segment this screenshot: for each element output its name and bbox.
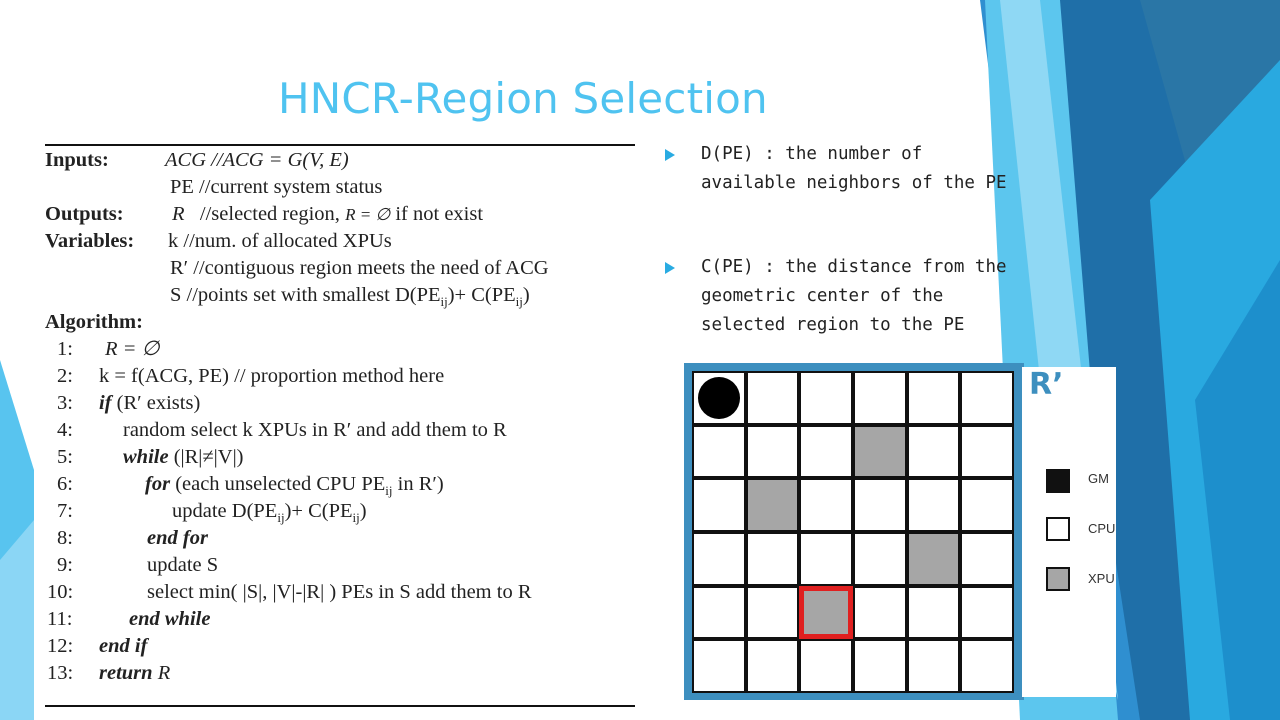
pe-cell-cpu bbox=[799, 478, 853, 532]
var-s-plus: )+ C(PE bbox=[447, 284, 516, 306]
slide-title: HNCR-Region Selection bbox=[278, 74, 768, 123]
line-9-text: update S bbox=[147, 554, 219, 576]
bullet-marker-icon bbox=[665, 262, 675, 274]
pe-cell-cpu bbox=[853, 532, 907, 586]
var-s bbox=[170, 283, 530, 314]
pe-cell-cpu bbox=[746, 586, 800, 640]
output-tail: if not exist bbox=[395, 203, 484, 225]
bullet-marker-icon bbox=[665, 149, 675, 161]
gm-swatch-icon bbox=[1046, 469, 1070, 493]
pe-cell-cpu bbox=[692, 425, 746, 479]
line-2-num: 2: bbox=[57, 365, 73, 387]
line-7-plus: )+ C(PE bbox=[284, 500, 353, 522]
pe-cell-cpu bbox=[746, 371, 800, 425]
output-line bbox=[172, 202, 483, 227]
pe-cell-cpu bbox=[799, 371, 853, 425]
gm-node-icon bbox=[698, 377, 740, 419]
pe-cell-cpu bbox=[692, 478, 746, 532]
bullet-cpe-text: C(PE) : the distance from the geometric center of the selected region to the PE bbox=[701, 257, 1007, 335]
legend-cpu-label: CPU bbox=[1088, 521, 1116, 536]
line-6-tail: in R′) bbox=[392, 473, 444, 495]
var-s-close: ) bbox=[522, 284, 530, 306]
legend bbox=[1022, 367, 1116, 697]
pe-cell-cpu bbox=[853, 586, 907, 640]
line-13-num: 13: bbox=[47, 662, 74, 684]
pe-cell-cpu bbox=[853, 639, 907, 693]
line-13-text: R bbox=[157, 662, 171, 684]
input-acg bbox=[165, 148, 349, 172]
pe-cell-cpu bbox=[907, 586, 961, 640]
pe-cell-cpu bbox=[799, 532, 853, 586]
legend-xpu-label: XPU bbox=[1088, 571, 1115, 586]
line-5-text: (|R|≠|V|) bbox=[173, 446, 244, 468]
line-3-text: (R′ exists) bbox=[116, 392, 201, 414]
pe-cell-cpu bbox=[692, 639, 746, 693]
pe-cell-xpu bbox=[746, 478, 800, 532]
bullet-dpe-text: D(PE) : the number of available neighbors of the PE bbox=[701, 144, 1007, 193]
pe-cell-cpu bbox=[960, 532, 1014, 586]
line-8-num: 8: bbox=[57, 527, 73, 549]
line-7-text: update D(PE bbox=[172, 500, 278, 522]
line-1-num: 1: bbox=[57, 338, 73, 360]
variables-label: Variables: bbox=[45, 230, 135, 252]
line-13 bbox=[99, 661, 170, 685]
bullet-cpe bbox=[665, 253, 1025, 340]
pe-cell-cpu bbox=[907, 478, 961, 532]
line-6-kw: for bbox=[145, 473, 171, 495]
line-5-num: 5: bbox=[57, 446, 73, 468]
input-acg-text: ACG //ACG = G(V, E) bbox=[165, 149, 349, 171]
pe-grid-panel bbox=[684, 363, 1024, 700]
line-12-num: 12: bbox=[47, 635, 74, 657]
pe-cell-cpu bbox=[692, 532, 746, 586]
line-4-num: 4: bbox=[57, 419, 73, 441]
line-7-num: 7: bbox=[57, 500, 73, 522]
pe-cell-cpu bbox=[907, 639, 961, 693]
pe-cell-cpu bbox=[907, 371, 961, 425]
xpu-swatch-icon bbox=[1046, 567, 1070, 591]
var-s-sub2: ij bbox=[515, 294, 523, 310]
line-12-kw: end if bbox=[99, 635, 148, 657]
line-11-kw: end while bbox=[129, 608, 211, 630]
line-6-text: (each unselected CPU PE bbox=[175, 473, 386, 495]
line-3 bbox=[99, 391, 200, 415]
cpu-swatch-icon bbox=[1046, 517, 1070, 541]
bullet-dpe bbox=[665, 140, 1025, 198]
line-6-sub: ij bbox=[385, 483, 393, 499]
algorithm-box bbox=[35, 140, 635, 718]
inputs-label: Inputs: bbox=[45, 149, 109, 171]
pe-cell-cpu bbox=[692, 586, 746, 640]
algorithm-bottom-rule bbox=[45, 705, 635, 707]
outputs-label: Outputs: bbox=[45, 203, 124, 225]
pe-cell-cpu bbox=[746, 639, 800, 693]
line-5-kw: while bbox=[123, 446, 169, 468]
line-5 bbox=[123, 445, 244, 469]
pe-cell-cpu bbox=[799, 639, 853, 693]
pe-cell-cpu bbox=[907, 425, 961, 479]
var-s-text: S //points set with smallest D(PE bbox=[170, 284, 441, 306]
pe-cell-gm bbox=[692, 371, 746, 425]
input-pe bbox=[170, 175, 382, 199]
line-10-num: 10: bbox=[47, 581, 74, 603]
pe-cell-cpu bbox=[960, 478, 1014, 532]
line-1-text: R = ∅ bbox=[105, 338, 160, 360]
pe-cell-cpu bbox=[799, 425, 853, 479]
line-7-sub1: ij bbox=[277, 510, 285, 526]
var-s-sub1: ij bbox=[440, 294, 448, 310]
line-9-num: 9: bbox=[57, 554, 73, 576]
pe-cell-cpu bbox=[960, 425, 1014, 479]
input-pe-text: PE //current system status bbox=[170, 176, 383, 198]
line-6-num: 6: bbox=[57, 473, 73, 495]
line-3-num: 3: bbox=[57, 392, 73, 414]
pe-cell-cpu bbox=[853, 371, 907, 425]
pe-cell-cpu bbox=[853, 478, 907, 532]
pe-cell-cpu bbox=[960, 371, 1014, 425]
legend-gm-label: GM bbox=[1088, 471, 1109, 486]
region-label: R’ bbox=[1029, 367, 1064, 402]
line-11-num: 11: bbox=[47, 608, 73, 630]
line-7-sub2: ij bbox=[352, 510, 360, 526]
output-text: //selected region, bbox=[199, 203, 340, 225]
line-4-text: random select k XPUs in R′ and add them to R bbox=[123, 419, 507, 441]
algorithm-top-rule bbox=[45, 144, 635, 146]
line-2-text: k = f(ACG, PE) // proportion method here bbox=[99, 365, 445, 387]
output-cond: R = ∅ bbox=[345, 205, 391, 224]
pe-cell-xpu bbox=[907, 532, 961, 586]
pe-cell-xpu bbox=[853, 425, 907, 479]
pe-cell-selected bbox=[799, 586, 853, 640]
var-rprime: R′ //contiguous region meets the need of ACG bbox=[170, 257, 549, 279]
line-8-kw: end for bbox=[147, 527, 208, 549]
pe-cell-cpu bbox=[746, 425, 800, 479]
pe-grid bbox=[692, 371, 1014, 693]
line-10-text: select min( |S|, |V|-|R| ) PEs in S add them to R bbox=[147, 581, 532, 603]
pe-cell-cpu bbox=[746, 532, 800, 586]
line-13-kw: return bbox=[99, 662, 153, 684]
output-r: R bbox=[172, 203, 185, 225]
pe-cell-cpu bbox=[960, 639, 1014, 693]
algorithm-label: Algorithm: bbox=[45, 311, 143, 333]
line-3-kw: if bbox=[99, 392, 112, 414]
pe-cell-cpu bbox=[960, 586, 1014, 640]
var-k: k //num. of allocated XPUs bbox=[168, 230, 392, 252]
line-7-close: ) bbox=[359, 500, 367, 522]
